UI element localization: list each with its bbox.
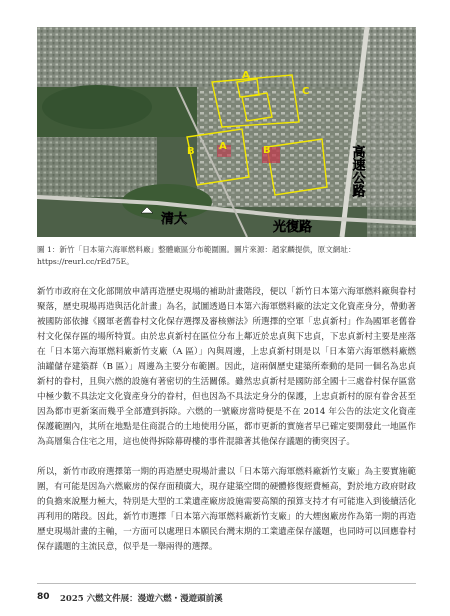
highway-label: 高速公路 (349, 145, 365, 197)
road-label: 光復路 (273, 220, 313, 235)
page-number: 80 (37, 592, 50, 602)
zone-label-b: B (187, 146, 195, 157)
zone-label-c: C (302, 86, 310, 97)
body-paragraph-2: 所以，新竹市政府選擇第一期的再造歷史現場計畫以「日本第六海軍燃料廠新竹支廠」為主要實施範圍，有可能是因為六燃廠房的保存面積廣大，現存建築空間的硬體修復經費極高，對於地方政府財政的負擔來說壓力極大，特別是大型的工業遺產廠房設施需要高額的預算支持才有可能進入到後續活化再利用的階段。因此，新竹市選擇「日本第六海軍燃料廠新竹支廠」的大煙囪廠房作為第一期的再造歷史現場計畫的主軸，一方面可以處理日本願民台灣末期的工業遺產保存議題，也同時可以回應眷村保存議題的主流民意，似乎是一舉兩得的選擇。 (37, 467, 416, 552)
zone-label-a: A (242, 70, 250, 81)
zone-label-a2: A (219, 141, 227, 152)
book-title: 2025 六燃文件展：漫遊六燃・漫遊頭前溪 (60, 594, 223, 604)
qingda-label: 清大 (161, 212, 188, 227)
figure-caption: 圖 1：新竹「日本第六海軍燃料廠」整體廠區分布範圍圖。圖片來源：趙家麟提供，原文網址：https://reurl.cc/rEd75E。 (37, 245, 356, 266)
aerial-map-photo (37, 27, 416, 237)
footer-rule (37, 583, 416, 584)
zone-label-b2: B (263, 145, 271, 156)
body-paragraph-1: 新竹市政府在文化部開放申請再造歷史現場的補助計畫階段，便以「新竹日本第六海軍燃料廠與眷村聚落，歷史現場再造與活化計畫」為名，試圖透過日本第六海軍燃料廠的法定文化資產身分，帶動著被國防部依據《國軍老舊眷村文化保存選擇及審核辦法》所選擇的空軍「忠貞新村」作為國軍老舊眷村文化保存區的場所特質。由於忠貞新村在區位分布上鄰近於忠貞與下忠貞，下忠貞新村主要是座落在「日本第六海軍燃料廠新竹支廠（A 區）」內與周邊，上忠貞新村則是以「日本第六海軍燃料廠燃油罐儲存建築群（B 區）」周邊為主要分布範圍。因此，這兩個歷史建築所牽動的是同一個名為忠貞新村的眷村，且與六燃的設施有著密切的生活關係。雖然忠貞新村是國防部全國十三處眷村保存區當中極少數不具法定文化資產身分的眷村，但也因為不具法定身分的保護，上忠貞新村的原有眷舍甚至因為都市更新案而幾乎全部遭到拆除。六燃的一號廠房當時便是不在 2014 年公告的法定文化資產保護範圍內，其所在地點是住商混合的土地使用分區，都市更新的實施者早已確定要開發此一地區作為高層集合住宅之用，這也使得拆除幕碍樓的事件混雜著其他保存議題的衝突因子。 (37, 287, 416, 447)
